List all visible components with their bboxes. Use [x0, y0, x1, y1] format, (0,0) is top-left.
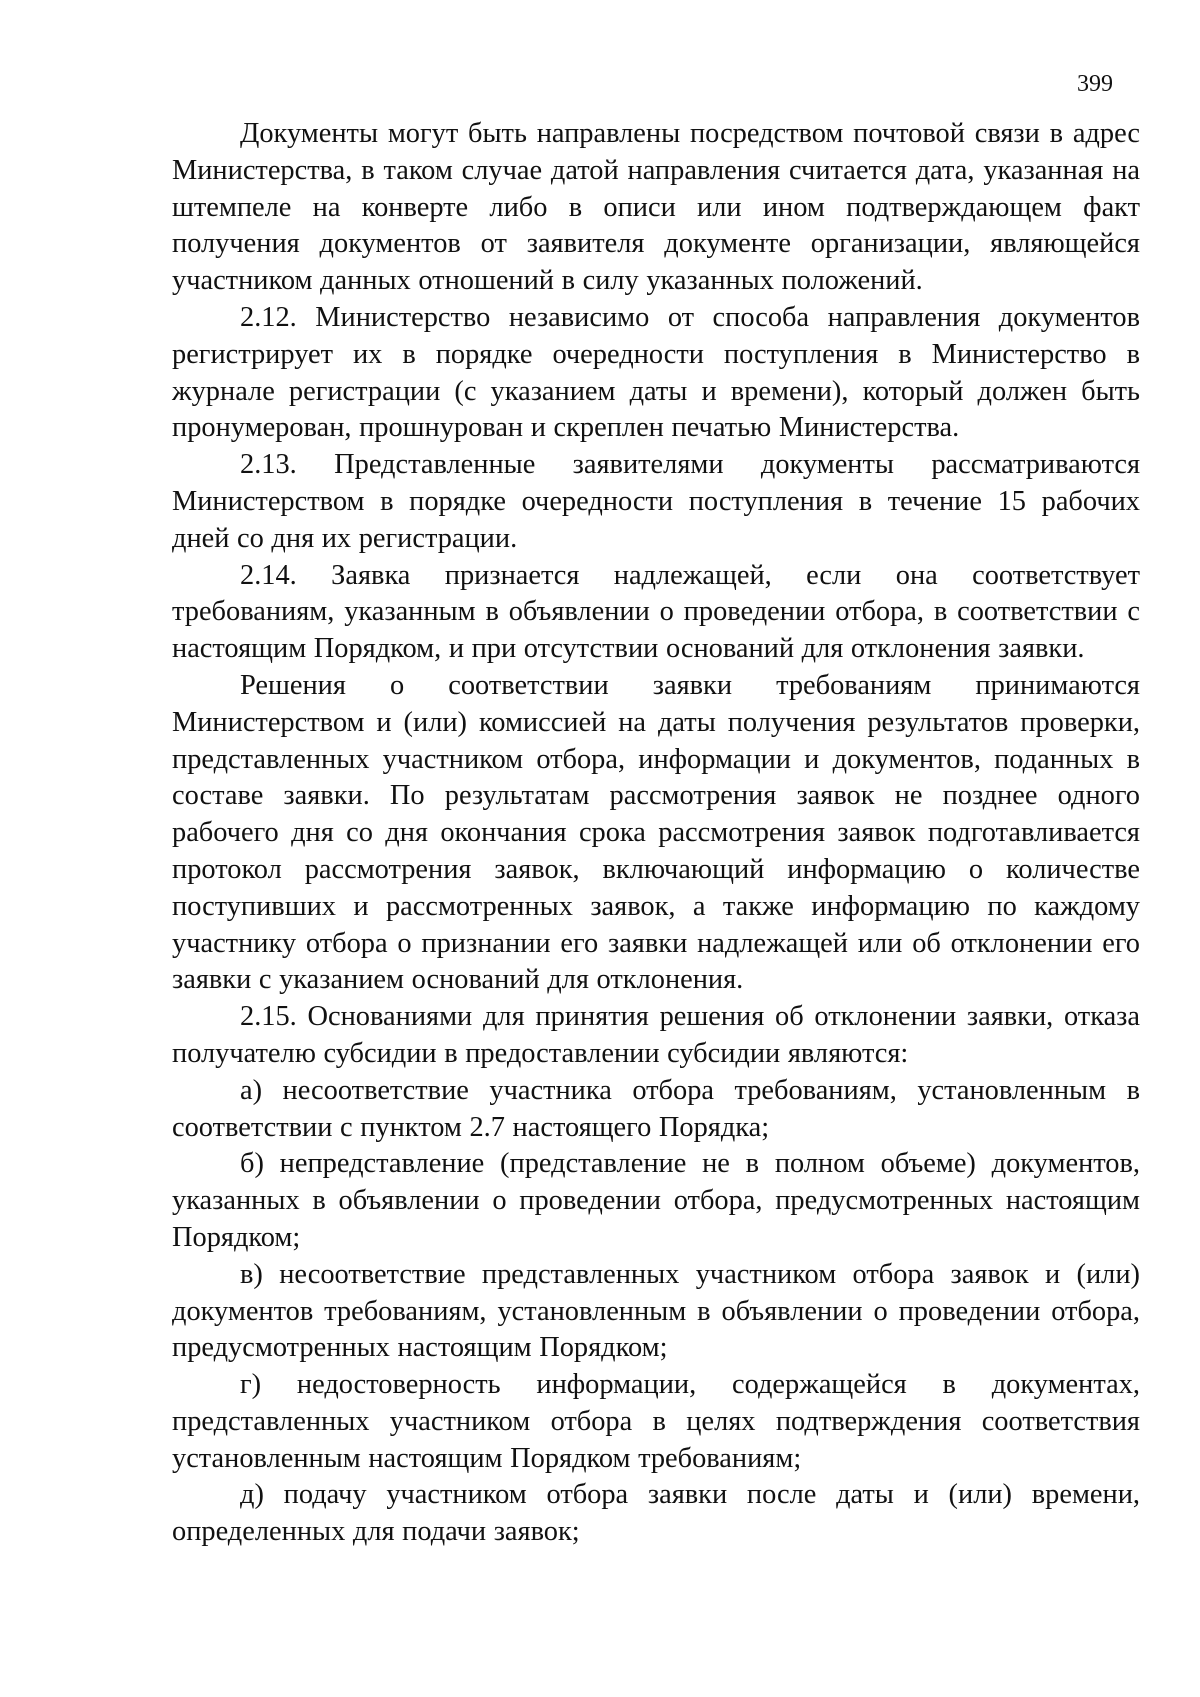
list-item-b: б) непредставление (представление не в полном объеме) документов, указанных в объявлении о проведении отбора, предусмотренных настоящим Порядком; [172, 1148, 1140, 1253]
document-body [172, 116, 1140, 1551]
paragraph-2-12: 2.12. Министерство независимо от способа направления документов регистрирует их в порядке очередности поступления в Министерство в журнале регистрации (с указанием даты и времени), который должен быть пронумерован, прошнурован и скреплен печатью Министерства. [172, 301, 1140, 444]
paragraph-2-13: 2.13. Представленные заявителями документы рассматриваются Министерством в порядке очередности поступления в течение 15 рабочих дней со дня их регистрации. [172, 449, 1140, 554]
list-item-a: а) несоответствие участника отбора требованиям, установленным в соответствии с пунктом 2.7 настоящего Порядка; [172, 1074, 1140, 1143]
page-number: 399 [1077, 71, 1113, 97]
list-item-v: в) несоответствие представленных участником отбора заявок и (или) документов требованиям, установленным в объявлении о проведении отбора, предусмотренных настоящим Порядком; [172, 1258, 1140, 1364]
paragraph-2-14: 2.14. Заявка признается надлежащей, если она соответствует требованиям, указанным в объявлении о проведении отбора, в соответствии с настоящим Порядком, и при отсутствии оснований для отклонения заявки. [172, 559, 1140, 665]
list-item-d: д) подачу участником отбора заявки после даты и (или) времени, определенных для подачи заявок; [172, 1479, 1140, 1548]
paragraph-decisions: Решения о соответствии заявки требованиям принимаются Министерством и (или) комиссией на даты получения результатов проверки, представленных участником отбора, информации и документов, поданных в составе заявки. По результатам рассмотрения заявок не позднее одного рабочего дня со дня окончания срока рассмотрения заявок подготавливается протокол рассмотрения заявок, включающий информацию о количестве поступивших и рассмотренных заявок, а также информацию по каждому участнику отбора о признании его заявки надлежащей или об отклонении его заявки с указанием оснований для отклонения. [172, 669, 1140, 996]
list-item-g: г) недостоверность информации, содержащейся в документах, представленных участником отбора в целях подтверждения соответствия установленным настоящим Порядком требованиям; [172, 1369, 1140, 1474]
paragraph-2-15: 2.15. Основаниями для принятия решения об отклонении заявки, отказа получателю субсидии в предоставлении субсидии являются: [172, 1001, 1140, 1069]
paragraph-documents-postal: Документы могут быть направлены посредством почтовой связи в адрес Министерства, в таком случае датой направления считается дата, указанная на штемпеле на конверте либо в описи или ином подтверждающем факт получения документов от заявителя документе организации, являющейся участником данных отношений в силу указанных положений. [172, 118, 1140, 297]
